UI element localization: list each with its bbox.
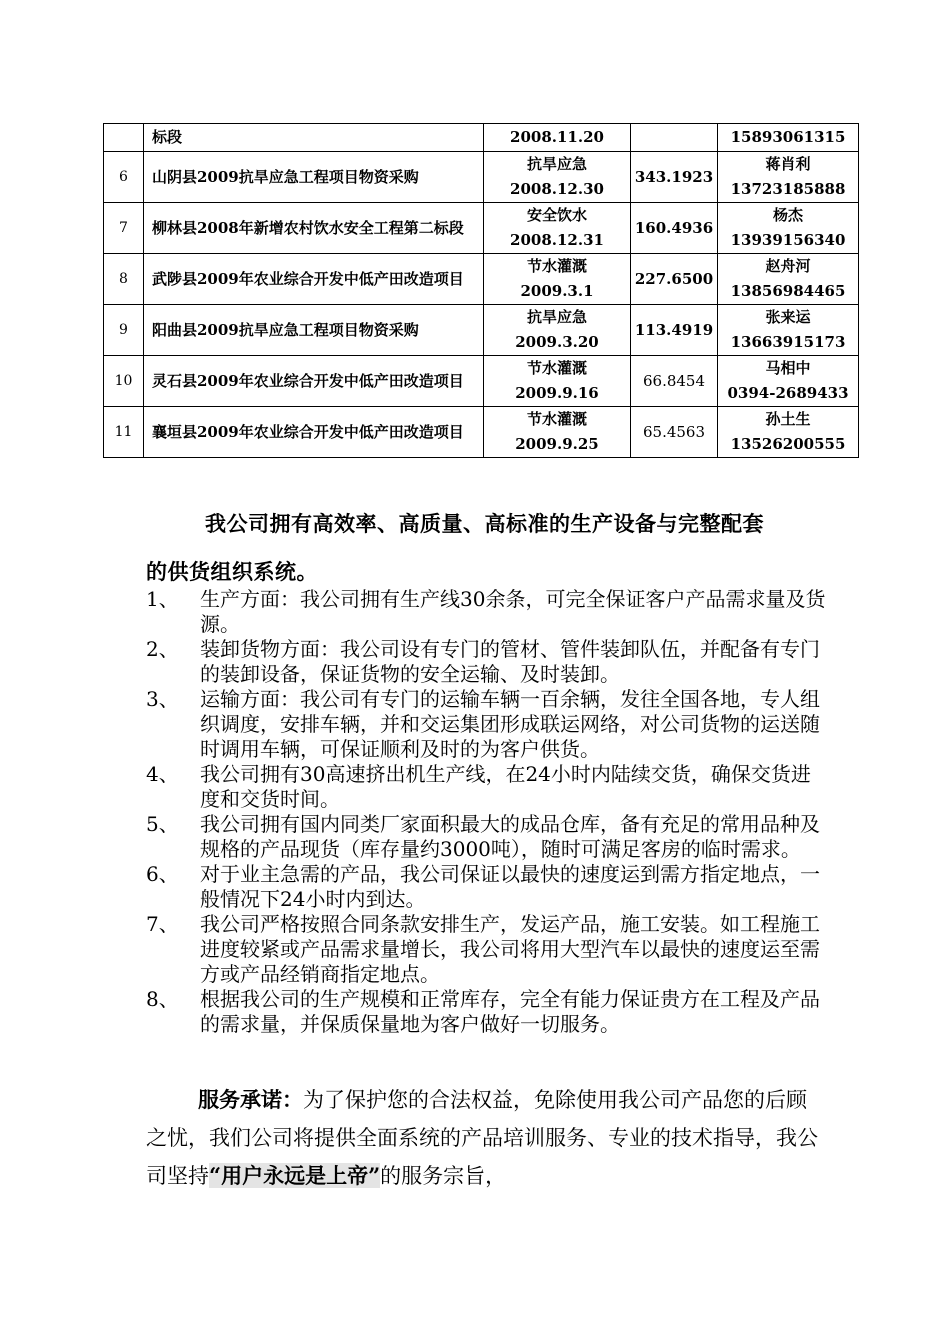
contact-name-text: 孙土生 xyxy=(765,410,811,428)
amount xyxy=(631,407,718,458)
contact-name-text: 蒋肖利 xyxy=(765,155,811,173)
project-name xyxy=(144,124,484,152)
project-name-text: 标段 xyxy=(152,128,183,146)
date-text: 2009.3.20 xyxy=(515,333,599,351)
row-number xyxy=(104,254,144,305)
category-text: 抗旱应急 xyxy=(526,308,587,326)
phone-text: 0394-2689433 xyxy=(727,384,849,402)
list-item-number: 4、 xyxy=(146,762,179,786)
contact-name-text: 马相中 xyxy=(765,359,811,377)
list-item-text: 根据我公司的生产规模和正常库存，完全有能力保证贵方在工程及产品的需求量，并保质保量地为客户做好一切服务。 xyxy=(200,987,820,1036)
table-row xyxy=(104,124,859,152)
date-text: 2008.12.30 xyxy=(510,180,604,198)
contact xyxy=(718,203,859,254)
list-item xyxy=(146,637,826,687)
amount-text: 65.4563 xyxy=(642,422,706,441)
table-row xyxy=(104,152,859,203)
project-name xyxy=(144,254,484,305)
contact xyxy=(718,305,859,356)
row-number-text: 7 xyxy=(119,219,128,236)
amount xyxy=(631,356,718,407)
amount xyxy=(631,254,718,305)
date-text: 2009.9.16 xyxy=(515,384,599,402)
list-item xyxy=(146,687,826,762)
list-item xyxy=(146,587,826,637)
list-item-number: 2、 xyxy=(146,637,179,661)
phone-text: 13526200555 xyxy=(730,435,846,453)
amount-text: 227.6500 xyxy=(634,269,714,288)
supply-list xyxy=(146,587,826,1037)
service-commitment xyxy=(146,1081,826,1195)
row-number xyxy=(104,407,144,458)
list-item-text: 我公司拥有30高速挤出机生产线，在24小时内陆续交货，确保交货进度和交货时间。 xyxy=(200,762,811,811)
contact xyxy=(718,356,859,407)
row-number-text: 11 xyxy=(114,423,133,440)
row-number-text: 9 xyxy=(119,321,128,338)
row-number xyxy=(104,124,144,152)
category-date xyxy=(484,203,631,254)
service-text-1: 为了保护您的合法权益，免除使用我公司产品您的后顾之忧，我们公司将提供全面系统的产品培训服务、专业的技术指导，我公司坚持 xyxy=(146,1088,818,1188)
list-item-text: 我公司严格按照合同条款安排生产，发运产品，施工安装。如工程施工进度较紧或产品需求量增长，我公司将用大型汽车以最快的速度运至需方或产品经销商指定地点。 xyxy=(200,912,820,986)
row-number-text: 10 xyxy=(114,372,133,389)
table-row xyxy=(104,203,859,254)
project-name-text: 襄垣县2009年农业综合开发中低产田改造项目 xyxy=(152,422,464,441)
amount xyxy=(631,203,718,254)
list-item xyxy=(146,987,826,1037)
category-date xyxy=(484,356,631,407)
amount xyxy=(631,124,718,152)
category-date xyxy=(484,305,631,356)
category-text: 节水灌溉 xyxy=(526,410,587,428)
amount-text: 343.1923 xyxy=(634,167,714,186)
contact-name-text: 杨杰 xyxy=(772,206,803,224)
table-row xyxy=(104,254,859,305)
phone-text: 13856984465 xyxy=(730,282,846,300)
list-item xyxy=(146,812,826,862)
row-number xyxy=(104,305,144,356)
category-date xyxy=(484,124,631,152)
category-date xyxy=(484,254,631,305)
project-table xyxy=(103,123,859,458)
date-text: 2008.12.31 xyxy=(510,231,604,249)
list-item-text: 对于业主急需的产品，我公司保证以最快的速度运到需方指定地点，一般情况下24小时内到达。 xyxy=(200,862,820,911)
row-number xyxy=(104,152,144,203)
project-name-text: 山阴县2009抗旱应急工程项目物资采购 xyxy=(152,167,419,186)
list-item-number: 6、 xyxy=(146,862,179,886)
contact xyxy=(718,254,859,305)
list-item-text: 装卸货物方面：我公司设有专门的管材、管件装卸队伍，并配备有专门的装卸设备，保证货物的安全运输、及时装卸。 xyxy=(200,637,820,686)
project-name xyxy=(144,203,484,254)
amount-text: 113.4919 xyxy=(634,320,714,339)
category-text: 抗旱应急 xyxy=(526,155,587,173)
row-number-text: 8 xyxy=(119,270,128,287)
project-name xyxy=(144,356,484,407)
phone-text: 13939156340 xyxy=(730,231,846,249)
project-name xyxy=(144,152,484,203)
category-text: 安全饮水 xyxy=(526,206,587,224)
service-highlight: “用户永远是上帝” xyxy=(209,1163,381,1188)
phone-text: 13723185888 xyxy=(730,180,846,198)
date-text: 2009.3.1 xyxy=(520,282,594,300)
table-row xyxy=(104,407,859,458)
amount-text: 66.8454 xyxy=(642,371,706,390)
list-item-text: 我公司拥有国内同类厂家面积最大的成品仓库，备有充足的常用品种及规格的产品现货（库存量约3000吨），随时可满足客房的临时需求。 xyxy=(200,812,820,861)
service-text-2: 的服务宗旨， xyxy=(380,1164,507,1188)
list-item-text: 生产方面：我公司拥有生产线30余条，可完全保证客户产品需求量及货源。 xyxy=(200,587,826,636)
category-text: 节水灌溉 xyxy=(526,359,587,377)
project-name-text: 武陟县2009年农业综合开发中低产田改造项目 xyxy=(152,269,464,288)
list-item xyxy=(146,912,826,987)
amount xyxy=(631,152,718,203)
contact xyxy=(718,407,859,458)
list-item xyxy=(146,862,826,912)
intro-line-2: 的供货组织系统。 xyxy=(146,559,318,584)
row-number xyxy=(104,356,144,407)
category-date xyxy=(484,152,631,203)
project-name xyxy=(144,407,484,458)
intro-line-1: 我公司拥有高效率、高质量、高标准的生产设备与完整配套 xyxy=(205,511,764,536)
amount xyxy=(631,305,718,356)
project-name xyxy=(144,305,484,356)
service-label: 服务承诺： xyxy=(198,1087,303,1112)
phone-text: 13663915173 xyxy=(730,333,846,351)
list-item-number: 1、 xyxy=(146,587,179,611)
list-item-number: 3、 xyxy=(146,687,179,711)
date-text: 2008.11.20 xyxy=(510,128,604,146)
list-item-number: 5、 xyxy=(146,812,179,836)
project-name-text: 阳曲县2009抗旱应急工程项目物资采购 xyxy=(152,320,419,339)
row-number xyxy=(104,203,144,254)
list-item-number: 7、 xyxy=(146,912,179,936)
phone-text: 15893061315 xyxy=(730,128,846,146)
contact-name-text: 张来运 xyxy=(765,308,811,326)
list-item-text: 运输方面：我公司有专门的运输车辆一百余辆，发往全国各地，专人组织调度，安排车辆，并和交运集团形成联运网络，对公司货物的运送随时调用车辆，可保证顺利及时的为客户供货。 xyxy=(200,687,820,761)
list-item-number: 8、 xyxy=(146,987,179,1011)
contact xyxy=(718,124,859,152)
contact-name-text: 赵舟河 xyxy=(765,257,811,275)
date-text: 2009.9.25 xyxy=(515,435,599,453)
row-number-text: 6 xyxy=(119,168,128,185)
category-date xyxy=(484,407,631,458)
amount-text: 160.4936 xyxy=(634,218,714,237)
project-name-text: 灵石县2009年农业综合开发中低产田改造项目 xyxy=(152,371,464,390)
category-text: 节水灌溉 xyxy=(526,257,587,275)
project-name-text: 柳林县2008年新增农村饮水安全工程第二标段 xyxy=(152,218,464,237)
table-row xyxy=(104,356,859,407)
table-row xyxy=(104,305,859,356)
list-item xyxy=(146,762,826,812)
contact xyxy=(718,152,859,203)
